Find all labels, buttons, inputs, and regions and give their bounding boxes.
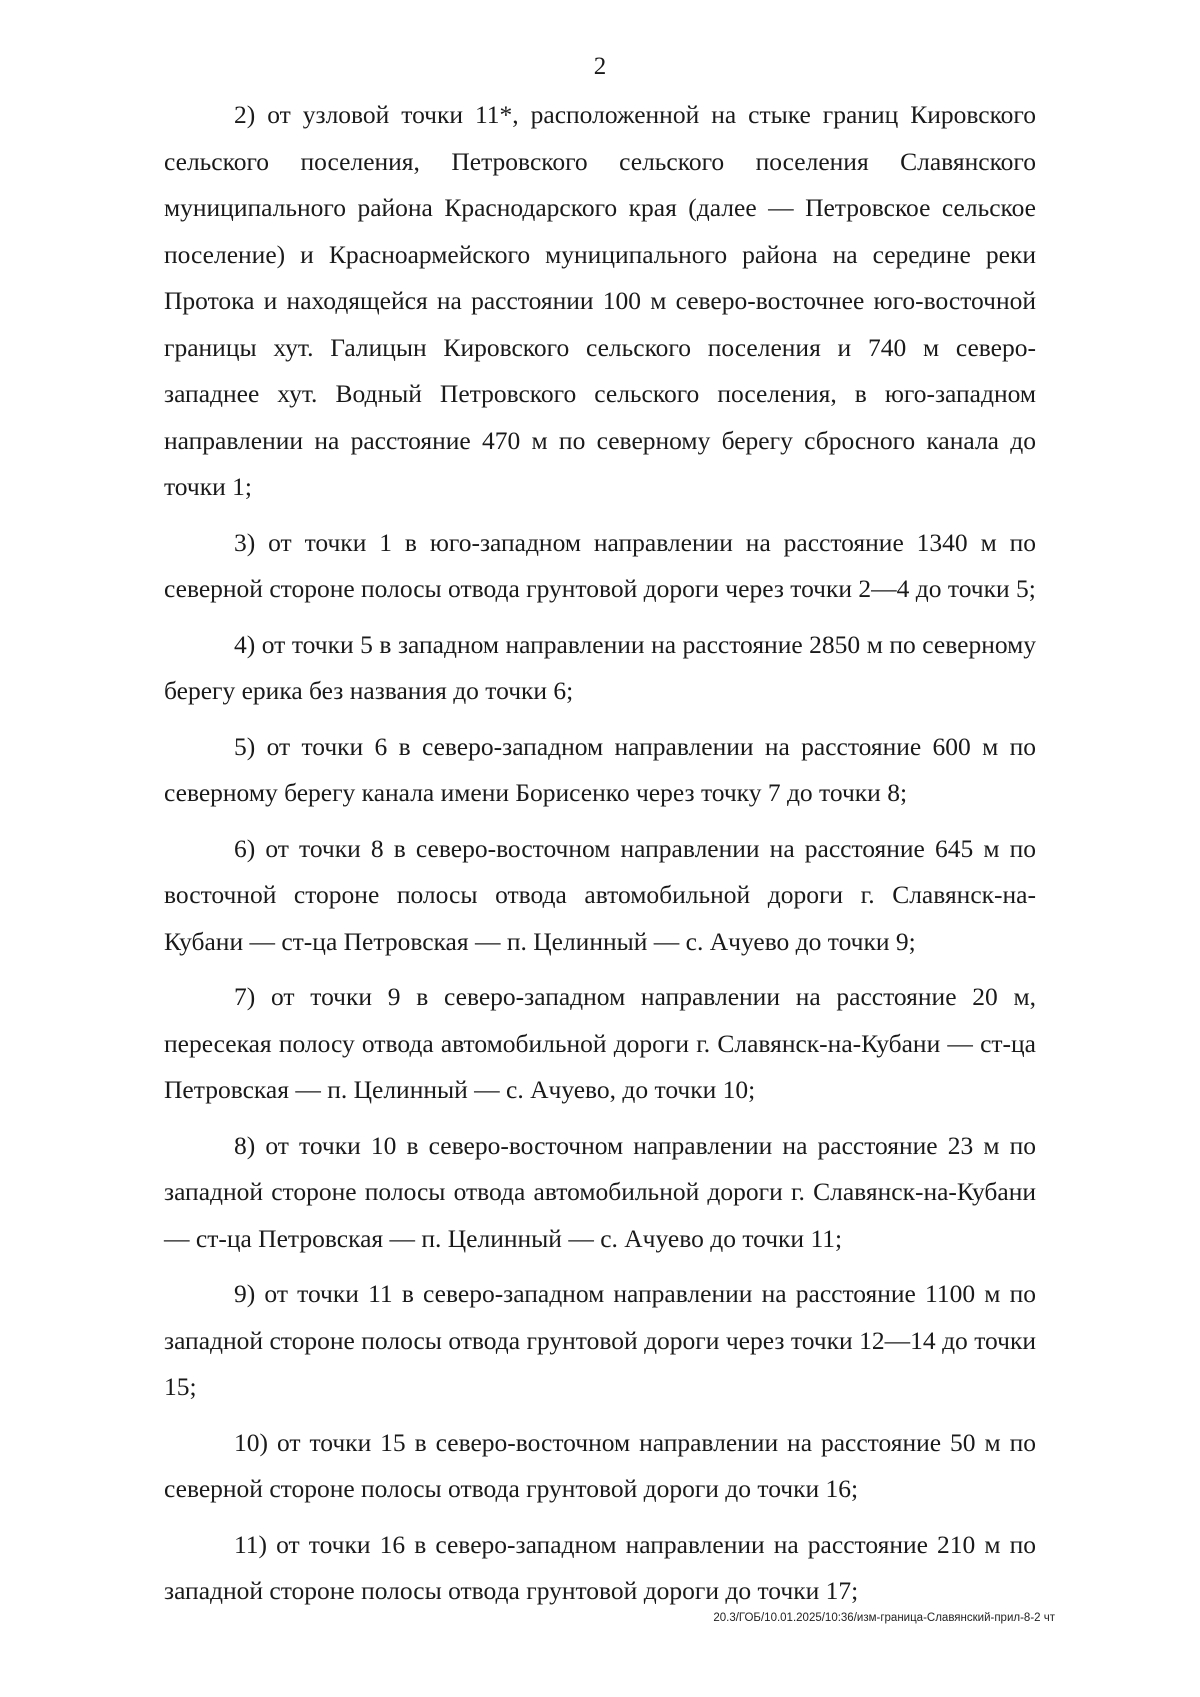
document-body bbox=[164, 92, 1036, 1624]
paragraph-8: 8) от точки 10 в северо-восточном направлении на расстояние 23 м по западной стороне полосы отвода автомобильной дороги г. Славянск-на-Кубани — ст-ца Петровская — п. Целинный — с. Ачуево до точки 11; bbox=[164, 1130, 1036, 1253]
paragraph-7: 7) от точки 9 в северо-западном направлении на расстояние 20 м, пересекая полосу отвода автомобильной дороги г. Славянск-на-Кубани — ст-ца Петровская — п. Целинный — с. Ачуево, до точки 10; bbox=[164, 982, 1036, 1104]
page-number: 2 bbox=[593, 53, 607, 80]
paragraph-4: 4) от точки 5 в западном направлении на расстояние 2850 м по северному берегу ерика без названия до точки 6; bbox=[164, 629, 1036, 705]
paragraph-11: 11) от точки 16 в северо-западном направлении на расстояние 210 м по западной стороне полосы отвода грунтовой дороги до точки 17; bbox=[164, 1529, 1036, 1605]
paragraph-2: 2) от узловой точки 11*, расположенной на стыке границ Кировского сельского поселения, Петровского сельского поселения Славянского муниципального района Краснодарского края (далее — Петровское сельское поселение) и Красноармейского муниципального района на середине реки Протока и находящейся на расстоянии 100 м северо-восточнее юго-восточной границы хут. Галицын Кировского сельского поселения и 740 м северо-западнее хут. Водный Петровского сельского поселения, в юго-западном направлении на расстояние 470 м по северному берегу сбросного канала до точки 1; bbox=[164, 100, 1036, 501]
paragraph-10: 10) от точки 15 в северо-восточном направлении на расстояние 50 м по северной стороне полосы отвода грунтовой дороги до точки 16; bbox=[164, 1427, 1036, 1503]
paragraph-3: 3) от точки 1 в юго-западном направлении на расстояние 1340 м по северной стороне полосы отвода грунтовой дороги через точки 2—4 до точки 5; bbox=[164, 527, 1036, 603]
paragraph-9: 9) от точки 11 в северо-западном направлении на расстояние 1100 м по западной стороне полосы отвода грунтовой дороги через точки 12—14 до точки 15; bbox=[164, 1279, 1036, 1401]
paragraph-5: 5) от точки 6 в северо-западном направлении на расстояние 600 м по северному берегу канала имени Борисенко через точку 7 до точки 8; bbox=[164, 731, 1036, 807]
paragraph-6: 6) от точки 8 в северо-восточном направлении на расстояние 645 м по восточной стороне полосы отвода автомобильной дороги г. Славянск-на-Кубани — ст-ца Петровская — п. Целинный — с. Ачуево до точки 9; bbox=[164, 833, 1036, 956]
document-footer-code: 20.3/ГОБ/10.01.2025/10:36/изм-граница-Славянский-прил-8-2 чт bbox=[713, 1612, 1055, 1624]
